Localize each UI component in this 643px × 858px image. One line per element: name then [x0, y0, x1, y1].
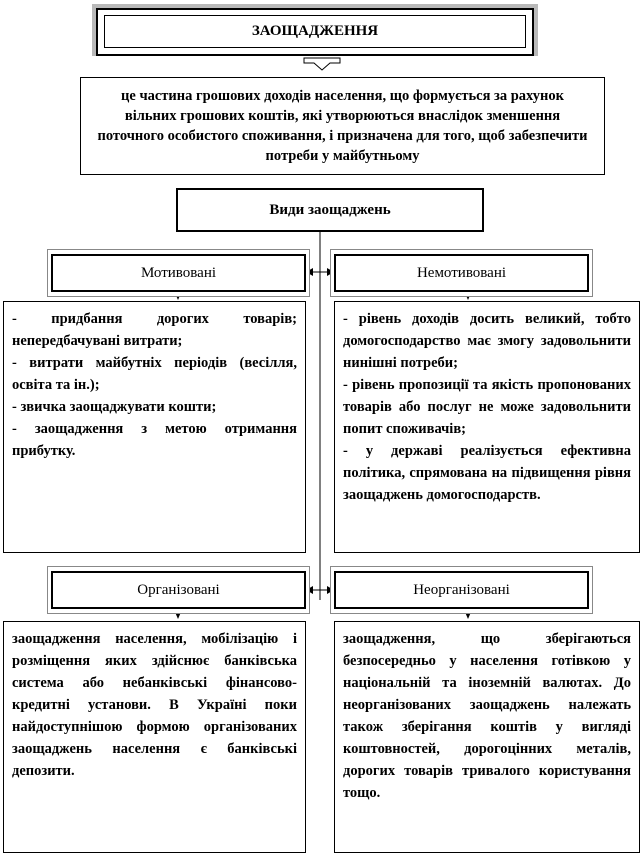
- unorganized-text: заощадження, що зберігаються безпосередньо у населення готівкою у національній та іноземній валютах. До неорганізованих заощаджень належать також зберігання коштів у вигляді коштовностей, дорогоцінних металів, дорогих товарів тривалого користування тощо.: [343, 631, 631, 801]
- unmotivated-content: [334, 301, 640, 553]
- types-heading: Види заощаджень: [176, 188, 484, 232]
- page-title: ЗАОЩАДЖЕННЯ: [104, 15, 526, 48]
- list-item: - у державі реалізується ефективна політика, спрямована на підвищення рівня заощаджень домогосподарств.: [343, 443, 631, 503]
- list-item: - придбання дорогих товарів; непередбачувані витрати;: [12, 311, 297, 349]
- list-item: - заощадження з метою отримання прибутку.: [12, 421, 297, 459]
- definition-text: це частина грошових доходів населення, що формується за рахунок вільних грошових коштів, які утворюються внаслідок зменшення поточного особистого споживання, і призначена для того, щоб забезпечити потреби у майбутньому: [97, 88, 588, 164]
- down-arrow-icon: [304, 58, 340, 70]
- motivated-content: [3, 301, 306, 553]
- definition-box: [80, 77, 605, 175]
- list-item: - витрати майбутніх періодів (весілля, освіта та ін.);: [12, 355, 297, 393]
- organized-text: заощадження населення, мобілізацію і розміщення яких здійснює банківська система або небанківські фінансово-кредитні установи. В Україні поки найдоступнішою формою організованих заощаджень населення є банківські депозити.: [12, 631, 297, 779]
- list-item: - звичка заощаджувати кошти;: [12, 399, 217, 415]
- unorganized-content: [334, 621, 640, 853]
- organized-content: [3, 621, 306, 853]
- motivated-header: Мотивовані: [51, 254, 306, 292]
- list-item: - рівень пропозиції та якість пропонованих товарів або послуг не може задовольнити попит споживачів;: [343, 377, 631, 437]
- unmotivated-header: Немотивовані: [334, 254, 589, 292]
- organized-header: Організовані: [51, 571, 306, 609]
- list-item: - рівень доходів досить великий, тобто домогосподарство має змогу задовольнити нинішні потреби;: [343, 311, 631, 371]
- unorganized-header: Неорганізовані: [334, 571, 589, 609]
